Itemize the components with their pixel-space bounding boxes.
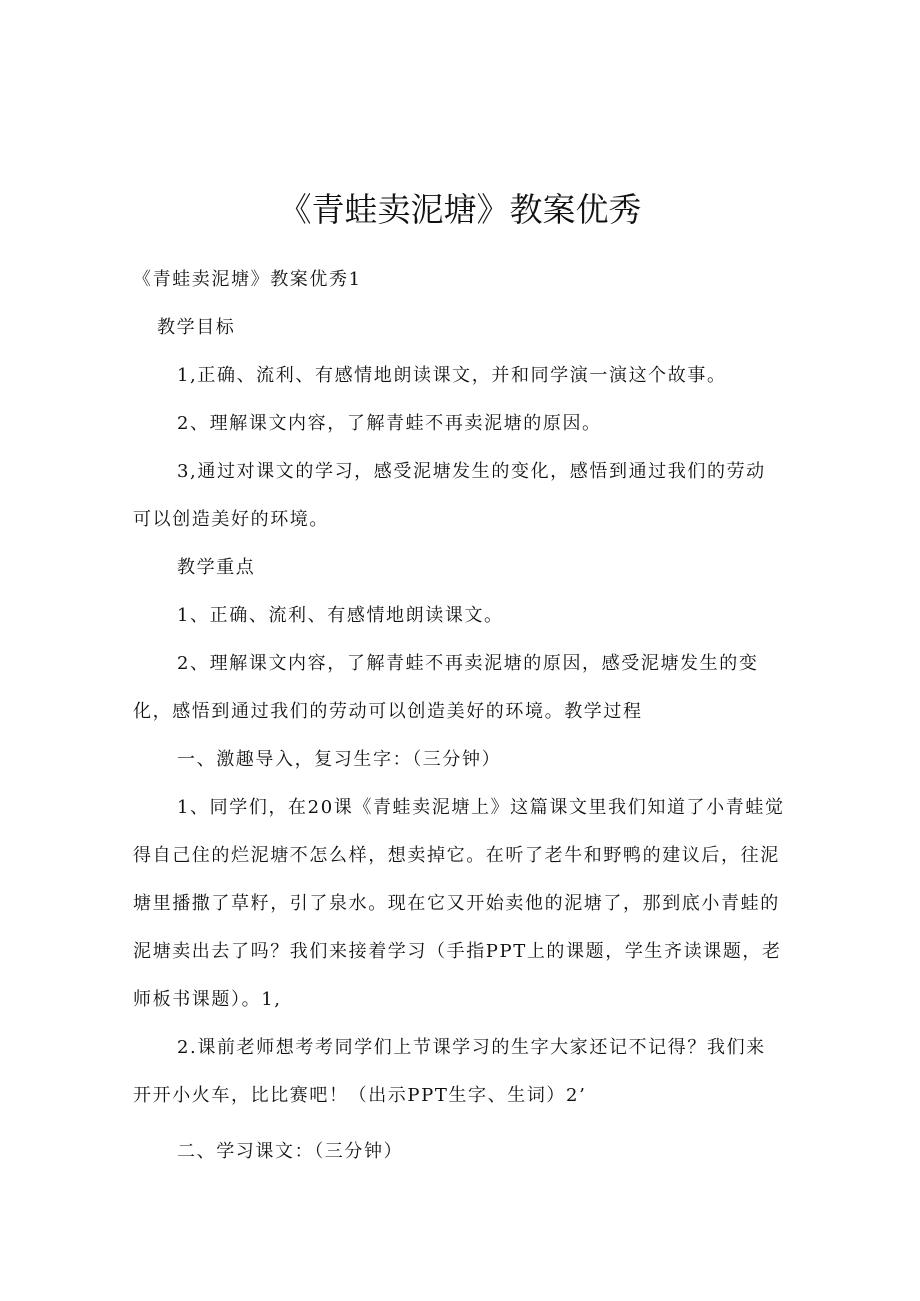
- section-heading-study: 二、学习课文：（三分钟）: [177, 1141, 404, 1162]
- paragraph-continuation: 泥塘卖出去了吗？我们来接着学习（手指PPT上的课题，学生齐读课题，老: [133, 941, 782, 962]
- paragraph: 2、理解课文内容，了解青蛙不再卖泥塘的原因。: [177, 413, 602, 434]
- paragraph-continuation: 开开小火车，比比赛吧！（出示PPT生字、生词）2’: [133, 1085, 587, 1106]
- document-title: 《青蛙卖泥塘》教案优秀: [278, 190, 642, 230]
- paragraph: 1,正确、流利、有感情地朗读课文，并和同学演一演这个故事。: [177, 365, 727, 386]
- paragraph-continuation: 塘里播撒了草籽，引了泉水。现在它又开始卖他的泥塘了，那到底小青蛙的: [133, 893, 780, 914]
- heading-teaching-focus: 教学重点: [177, 557, 256, 578]
- paragraph-continuation: 化，感悟到通过我们的劳动可以创造美好的环境。教学过程: [133, 701, 643, 722]
- section-heading-intro: 一、激趣导入，复习生字：（三分钟）: [177, 749, 502, 770]
- paragraph: 1、正确、流利、有感情地朗读课文。: [177, 605, 504, 626]
- paragraph: 3,通过对课文的学习，感受泥塘发生的变化，感悟到通过我们的劳动: [177, 461, 766, 482]
- paragraph: 1、同学们，在20课《青蛙卖泥塘上》这篇课文里我们知道了小青蛙觉: [177, 797, 785, 818]
- paragraph: 2.课前老师想考考同学们上节课学习的生字大家还记不记得？我们来: [177, 1037, 766, 1058]
- paragraph: 2、理解课文内容，了解青蛙不再卖泥塘的原因，感受泥塘发生的变: [177, 653, 759, 674]
- paragraph-continuation: 得自己住的烂泥塘不怎么样，想卖掉它。在听了老牛和野鸭的建议后，往泥: [133, 845, 780, 866]
- heading-teaching-goals: 教学目标: [157, 317, 236, 338]
- paragraph-continuation: 师板书课题）。1,: [133, 989, 282, 1010]
- paragraph-continuation: 可以创造美好的环境。: [133, 509, 329, 530]
- section-heading: 《青蛙卖泥塘》教案优秀1: [133, 269, 362, 290]
